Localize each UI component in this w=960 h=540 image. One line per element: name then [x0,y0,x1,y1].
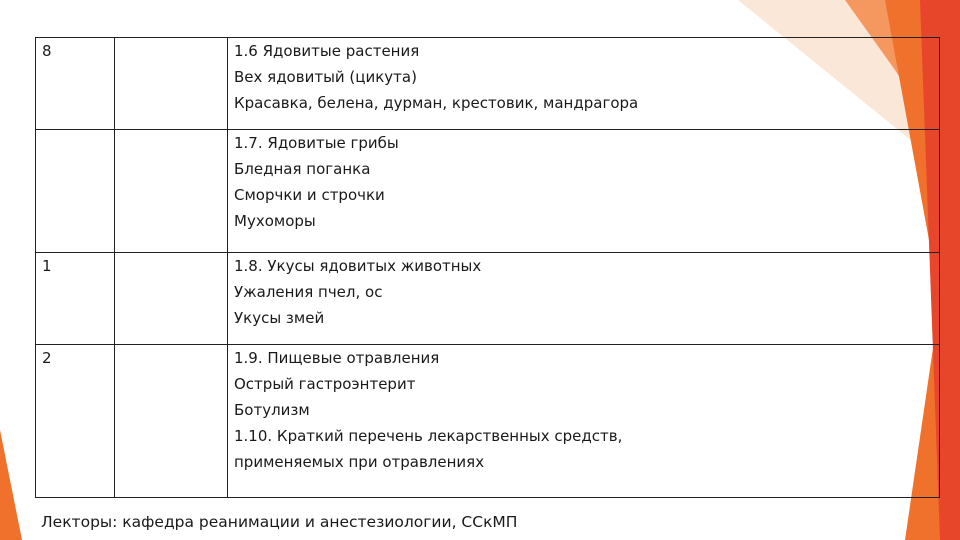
topic-line: Вех ядовитый (цикута) [234,68,417,86]
topics-table [35,37,940,498]
topic-cell [228,38,940,130]
empty-cell [115,130,228,253]
table-row [36,130,940,253]
table-row [36,38,940,130]
empty-cell [115,345,228,498]
topic-line: Сморчки и строчки [234,186,385,204]
topic-line: Красавка, белена, дурман, крестовик, мандрагора [234,94,639,112]
table-row [36,253,940,345]
row-number: 1 [36,253,115,345]
empty-cell [115,38,228,130]
topic-cell [228,130,940,253]
topic-line: применяемых при отравлениях [234,453,485,471]
lecturers-footer [41,513,517,531]
left-orange-shape [0,430,22,540]
topic-line: Острый гастроэнтерит [234,375,416,393]
topic-line: Укусы змей [234,309,325,327]
table-row [36,345,940,498]
row-number: 2 [36,345,115,498]
topic-line: 1.7. Ядовитые грибы [234,134,399,152]
topic-cell [228,345,940,498]
empty-cell [115,253,228,345]
topic-line: 1.6 Ядовитые растения [234,42,420,60]
topic-line: Бледная поганка [234,160,371,178]
footer-label: Лекторы: [41,513,118,531]
topic-line: Ужаления пчел, ос [234,283,383,301]
topic-line: 1.8. Укусы ядовитых животных [234,257,482,275]
row-number [36,130,115,253]
topic-line: Ботулизм [234,401,310,419]
topic-line: Мухоморы [234,212,316,230]
row-number: 8 [36,38,115,130]
topic-line: 1.9. Пищевые отравления [234,349,440,367]
topic-cell [228,253,940,345]
footer-text: кафедра реанимации и анестезиологии, ССкМП [117,513,518,531]
topic-line: 1.10. Краткий перечень лекарственных средств, [234,427,623,445]
